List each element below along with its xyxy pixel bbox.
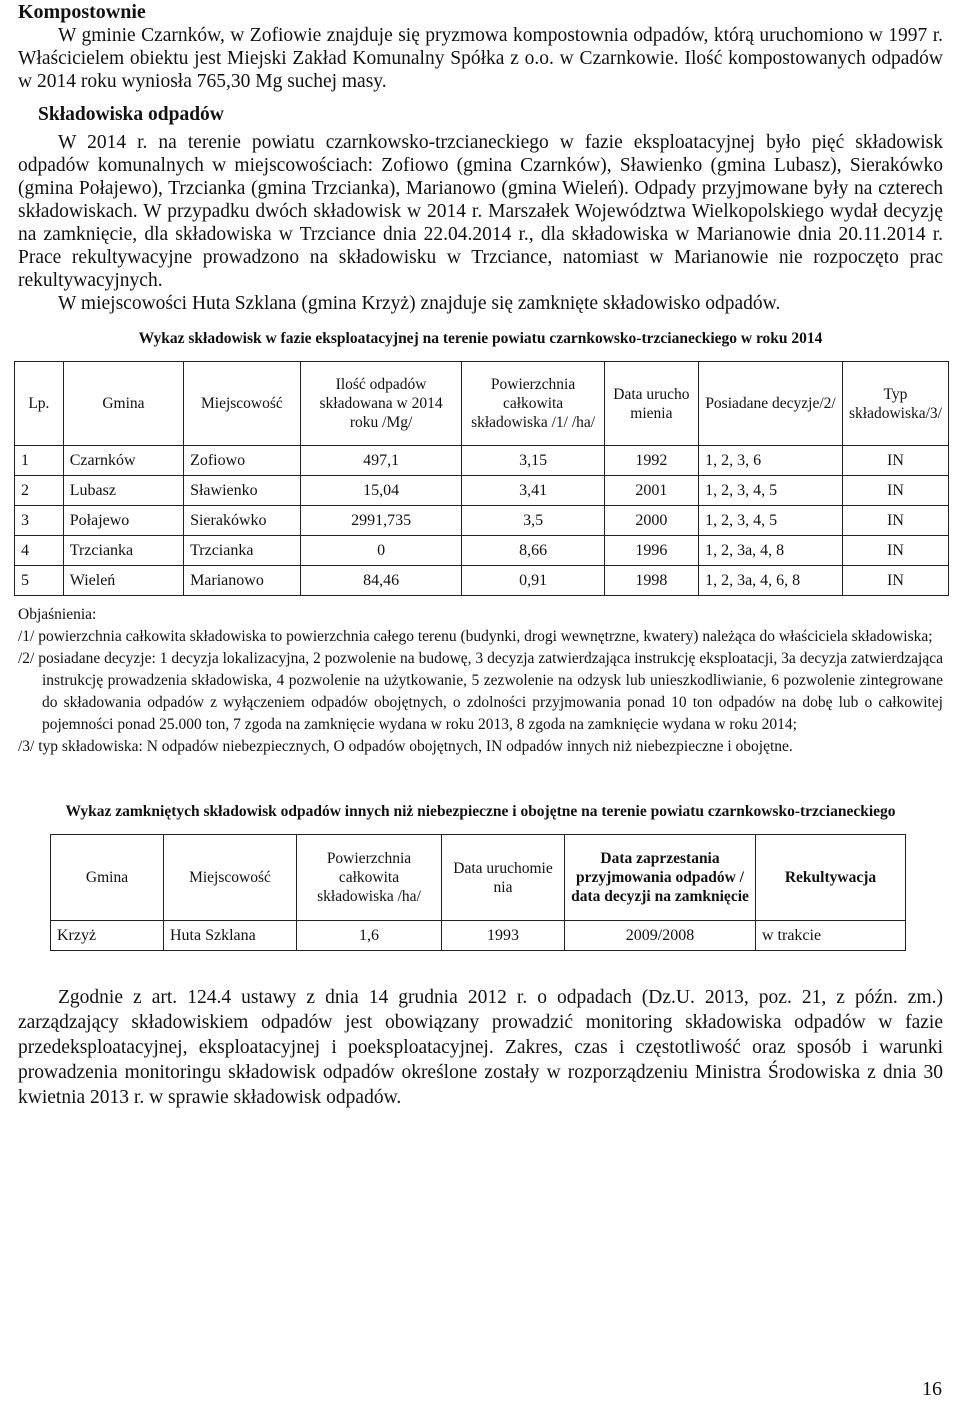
th2-gmina: Gmina [51,835,164,921]
table1-cell: IN [843,506,949,536]
active-landfills-table [14,361,949,596]
table2-cell: 1993 [442,921,565,951]
table2-caption: Wykaz zamkniętych składowisk odpadów innych niż niebezpieczne i obojętne na terenie powiatu czarnkowsko-trzcianeckiego [65,803,896,820]
th-powierzchnia: Powierzchnia całkowita składowiska /1/ /ha/ [462,362,604,446]
table1-cell: 2001 [604,476,698,506]
table1-row [15,446,949,476]
table1-cell: Czarnków [63,446,183,476]
document-page [18,0,943,1110]
table1-cell: IN [843,566,949,596]
table1-cell: 1, 2, 3a, 4, 6, 8 [699,566,843,596]
table1-cell: Sierakówko [184,506,301,536]
th-lp: Lp. [15,362,64,446]
table1-header-row [15,362,949,446]
page-number: 16 [922,1378,942,1400]
note-3: /3/ typ składowiska: N odpadów niebezpiecznych, O odpadów obojętnych, IN odpadów innych niż niebezpieczne i obojętne. [18,738,793,755]
table1-cell: Połajewo [63,506,183,536]
table1-caption: Wykaz składowisk w fazie eksploatacyjnej na terenie powiatu czarnkowsko-trzcianeckiego w roku 2014 [138,330,823,347]
kompostownie-paragraph: W gminie Czarnków, w Zofiowie znajduje się pryzmowa kompostownia odpadów, którą uruchomiono w 1997 r. Właścicielem obiektu jest Miejski Zakład Komunalny Spółka z o.o. w Czarnkowie. Ilość kompostowanych odpadów w 2014 roku wyniosła 765,30 Mg suchej masy. [18,25,943,92]
table1-cell: Trzcianka [63,536,183,566]
th-data: Data urucho mienia [604,362,698,446]
section-title-kompostownie: Kompostownie [18,1,146,23]
table1-row [15,506,949,536]
table1-cell: 2 [15,476,64,506]
table1-cell: 84,46 [300,566,462,596]
th2-powierzchnia: Powierzchnia całkowita składowiska /ha/ [297,835,442,921]
table2-cell: w trakcie [756,921,906,951]
table1-cell: 497,1 [300,446,462,476]
closed-landfills-table [50,834,906,951]
table1-cell: 8,66 [462,536,604,566]
th2-data: Data uruchomie nia [442,835,565,921]
table1-cell: 1, 2, 3, 6 [699,446,843,476]
th-miejscowosc: Miejscowość [184,362,301,446]
table1-cell: Marianowo [184,566,301,596]
table1-row [15,536,949,566]
table1-cell: 3,41 [462,476,604,506]
table2-cell: 2009/2008 [565,921,756,951]
notes-title: Objaśnienia: [18,606,97,623]
table2-cell: Huta Szklana [164,921,297,951]
th-typ: Typ składowiska/3/ [843,362,949,446]
note-1: /1/ powierzchnia całkowita składowiska to powierzchnia całego terenu (budynki, drogi wewnętrzne, kwatery) należąca do właściciela składowiska; [18,628,933,645]
table1-cell: 0 [300,536,462,566]
table1-cell: Lubasz [63,476,183,506]
table1-cell: Sławienko [184,476,301,506]
table1-cell: 1998 [604,566,698,596]
table2-cell: 1,6 [297,921,442,951]
table1-cell: 2991,735 [300,506,462,536]
th-decyzje: Posiadane decyzje/2/ [699,362,843,446]
huta-szklana-paragraph: W miejscowości Huta Szklana (gmina Krzyż) znajduje się zamknięte składowisko odpadów. [58,293,781,314]
table1-cell: IN [843,446,949,476]
table2-cell: Krzyż [51,921,164,951]
table1-cell: 3,5 [462,506,604,536]
table1-cell: 1, 2, 3a, 4, 8 [699,536,843,566]
table1-cell: Zofiowo [184,446,301,476]
table1-cell: 1996 [604,536,698,566]
table1-row [15,476,949,506]
th-ilosc: Ilość odpadów składowana w 2014 roku /Mg/ [300,362,462,446]
th2-miejscowosc: Miejscowość [164,835,297,921]
table1-cell: 1, 2, 3, 4, 5 [699,506,843,536]
th2-rekultywacja: Rekultywacja [756,835,906,921]
table1-cell: 5 [15,566,64,596]
section-title-skladowiska: Składowiska odpadów [38,104,224,125]
table1-cell: 15,04 [300,476,462,506]
table1-cell: Trzcianka [184,536,301,566]
table1-cell: IN [843,536,949,566]
th2-zaprzestanie: Data zaprzestania przyjmowania odpadów / data decyzji na zamknięcie [565,835,756,921]
table2-header-row [51,835,906,921]
skladowiska-paragraph: W 2014 r. na terenie powiatu czarnkowsko-trzcianeckiego w fazie eksploatacyjnej było pięć składowisk odpadów komunalnych w miejscowościach: Zofiowo (gmina Czarnków), Sławienko (gmina Lubasz), Sierakówko (gmina Połajewo), Trzcianka (gmina Trzcianka), Marianowo (gmina Wieleń). Odpady przyjmowane były na czterech składowiskach. W przypadku dwóch składowisk w 2014 r. Marszałek Województwa Wielkopolskiego wydał decyzję na zamknięcie, dla składowiska w Trzciance dnia 22.04.2014 r., dla składowiska w Marianowie dnia 20.11.2014 r. Prace rekultywacyjne prowadzono na składowisku w Trzciance, natomiast w Marianowie nie rozpoczęto prac rekultywacyjnych. [18,132,943,291]
footer-paragraph: Zgodnie z art. 124.4 ustawy z dnia 14 grudnia 2012 r. o odpadach (Dz.U. 2013, poz. 21, z późn. zm.) zarządzający składowiskiem odpadów jest obowiązany prowadzić monitoring składowiska odpadów w fazie przedeksploatacyjnej, eksploatacyjnej i poeksploatacyjnej. Zakres, czas i częstotliwość oraz sposób i warunki prowadzenia monitoringu składowisk odpadów określone zostały w rozporządzeniu Ministra Środowiska z dnia 30 kwietnia 2013 r. w sprawie składowisk odpadów. [18,987,943,1108]
table1-cell: IN [843,476,949,506]
note-2: /2/ posiadane decyzje: 1 decyzja lokalizacyjna, 2 pozwolenie na budowę, 3 decyzja zatwierdzająca instrukcję eksploatacji, 3a decyzja zatwierdzająca instrukcję prowadzenia składowiska, 4 pozwolenie na użytkowanie, 5 zezwolenie na odzysk lub unieszkodliwianie, 6 pozwolenie zintegrowane do składowania odpadów z wyłączeniem odpadów obojętnych, o zdolności przyjmowania ponad 10 ton odpadów na dobę lub o całkowitej pojemności ponad 25.000 ton, 7 zgoda na zamknięcie wydana w roku 2013, 8 zgoda na zamknięcie wydana w roku 2014; [18,650,943,733]
table1-cell: 1992 [604,446,698,476]
table2-row [51,921,906,951]
table1-cell: 0,91 [462,566,604,596]
table1-row [15,566,949,596]
table1-cell: 4 [15,536,64,566]
table1-cell: 2000 [604,506,698,536]
table1-cell: 3,15 [462,446,604,476]
th-gmina: Gmina [63,362,183,446]
notes-block [18,604,943,758]
table1-cell: 1, 2, 3, 4, 5 [699,476,843,506]
table1-cell: Wieleń [63,566,183,596]
table1-cell: 3 [15,506,64,536]
table1-cell: 1 [15,446,64,476]
